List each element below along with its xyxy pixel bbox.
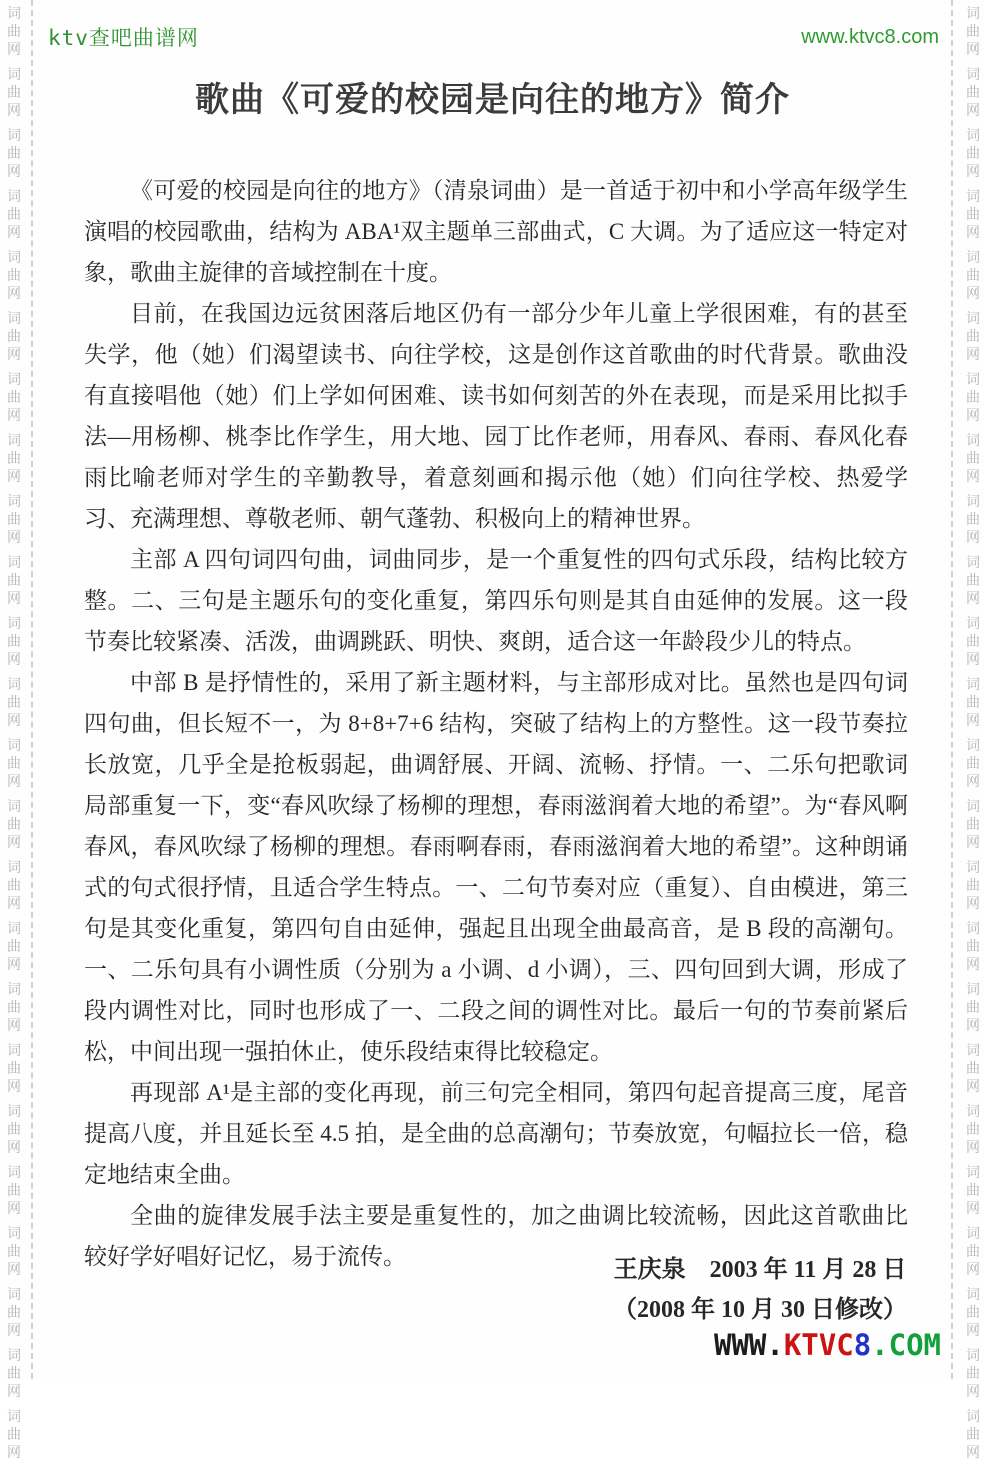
side-watermark-group: 词 曲 网 <box>7 371 21 423</box>
side-watermark-group: 词 曲 网 <box>966 1225 980 1277</box>
bottom-watermark-segment: KTVC <box>783 1328 854 1362</box>
side-watermark-group: 词 曲 网 <box>7 127 21 179</box>
side-watermark-group: 词 曲 网 <box>7 310 21 362</box>
side-watermark-group: 词 曲 网 <box>966 676 980 728</box>
side-watermark-group: 词 曲 网 <box>7 66 21 118</box>
bottom-watermark-segment: .COM <box>871 1328 941 1362</box>
side-watermark-group: 词 曲 网 <box>7 798 21 850</box>
side-watermark-group: 词 曲 网 <box>966 1042 980 1094</box>
side-watermark-group: 词 曲 网 <box>7 1042 21 1094</box>
header-site-watermark-right: www.ktvc8.com <box>801 26 939 48</box>
side-watermark-group: 词 曲 网 <box>966 1103 980 1155</box>
side-watermark-group: 词 曲 网 <box>7 188 21 240</box>
bottom-watermark-segment: WWW. <box>714 1328 784 1362</box>
side-watermark-group: 词 曲 网 <box>966 5 980 57</box>
side-watermark-group: 词 曲 网 <box>7 1347 21 1399</box>
paragraph: 《可爱的校园是向往的地方》（清泉词曲）是一首适于初中和小学高年级学生演唱的校园歌曲，结构为 ABA¹双主题单三部曲式，C 大调。为了适应这一特定对象，歌曲主旋律的音域控制在十度。 <box>84 178 908 285</box>
paragraph: 主部 A 四句词四句曲，词曲同步，是一个重复性的四句式乐段，结构比较方整。二、三句是主题乐句的变化重复，第四乐句则是其自由延伸的发展。这一段节奏比较紧凑、活泼，曲调跳跃、明快、爽朗，适合这一年龄段少儿的特点。 <box>84 547 908 654</box>
right-dashed-border <box>951 0 953 1379</box>
side-watermark-group: 词 曲 网 <box>966 920 980 972</box>
left-dashed-border <box>31 0 33 1379</box>
side-watermark-group: 词 曲 网 <box>7 1164 21 1216</box>
left-margin-watermark-column <box>3 6 25 1459</box>
side-watermark-group: 词 曲 网 <box>966 493 980 545</box>
side-watermark-group: 词 曲 网 <box>7 5 21 57</box>
signature-block <box>613 1250 907 1330</box>
header-site-watermark-left: ktv查吧曲谱网 <box>48 26 199 50</box>
side-watermark-group: 词 曲 网 <box>966 737 980 789</box>
side-watermark-group: 词 曲 网 <box>966 615 980 667</box>
paragraph: 再现部 A¹是主部的变化再现，前三句完全相同，第四句起音提高三度，尾音提高八度，并且延长至 4.5 拍，是全曲的总高潮句；节奏放宽，句幅拉长一倍，稳定地结束全曲。 <box>84 1080 908 1187</box>
side-watermark-group: 词 曲 网 <box>966 127 980 179</box>
side-watermark-group: 词 曲 网 <box>7 554 21 606</box>
side-watermark-group: 词 曲 网 <box>7 1225 21 1277</box>
side-watermark-group: 词 曲 网 <box>7 1408 21 1460</box>
side-watermark-group: 词 曲 网 <box>7 493 21 545</box>
side-watermark-group: 词 曲 网 <box>7 859 21 911</box>
signature-revision-date: （2008 年 10 月 30 日修改） <box>613 1297 907 1323</box>
side-watermark-group: 词 曲 网 <box>7 1286 21 1338</box>
side-watermark-group: 词 曲 网 <box>966 554 980 606</box>
side-watermark-group: 词 曲 网 <box>966 249 980 301</box>
side-watermark-group: 词 曲 网 <box>966 1164 980 1216</box>
side-watermark-group: 词 曲 网 <box>7 676 21 728</box>
side-watermark-group: 词 曲 网 <box>966 188 980 240</box>
document-body <box>84 170 908 1277</box>
side-watermark-group: 词 曲 网 <box>966 310 980 362</box>
side-watermark-group: 词 曲 网 <box>966 1347 980 1399</box>
side-watermark-group: 词 曲 网 <box>966 66 980 118</box>
side-watermark-group: 词 曲 网 <box>966 1286 980 1338</box>
side-watermark-group: 词 曲 网 <box>7 920 21 972</box>
side-watermark-group: 词 曲 网 <box>966 1408 980 1460</box>
side-watermark-group: 词 曲 网 <box>966 371 980 423</box>
document-title: 歌曲《可爱的校园是向往的地方》简介 <box>195 82 790 119</box>
side-watermark-group: 词 曲 网 <box>7 432 21 484</box>
paragraph: 全曲的旋律发展手法主要是重复性的，加之曲调比较流畅，因此这首歌曲比较好学好唱好记忆，易于流传。 <box>84 1203 908 1269</box>
side-watermark-group: 词 曲 网 <box>7 1103 21 1155</box>
side-watermark-group: 词 曲 网 <box>7 737 21 789</box>
side-watermark-group: 词 曲 网 <box>7 615 21 667</box>
bottom-watermark <box>714 1328 941 1362</box>
bottom-watermark-segment: 8 <box>853 1328 872 1362</box>
side-watermark-group: 词 曲 网 <box>966 798 980 850</box>
paragraph: 目前，在我国边远贫困落后地区仍有一部分少年儿童上学很困难，有的甚至失学，他（她）们渴望读书、向往学校，这是创作这首歌曲的时代背景。歌曲没有直接唱他（她）们上学如何困难、读书如何刻苦的外在表现，而是采用比拟手法—用杨柳、桃李比作学生，用大地、园丁比作老师，用春风、春雨、春风化春雨比喻老师对学生的辛勤教导，着意刻画和揭示他（她）们向往学校、热爱学习、充满理想、尊敬老师、朝气蓬勃、积极向上的精神世界。 <box>84 301 908 531</box>
side-watermark-group: 词 曲 网 <box>7 249 21 301</box>
side-watermark-group: 词 曲 网 <box>966 432 980 484</box>
side-watermark-group: 词 曲 网 <box>7 981 21 1033</box>
side-watermark-group: 词 曲 网 <box>966 981 980 1033</box>
right-margin-watermark-column <box>962 6 984 1459</box>
side-watermark-group: 词 曲 网 <box>966 859 980 911</box>
signature-author-date: 王庆泉 2003 年 11 月 28 日 <box>613 1257 907 1283</box>
paragraph: 中部 B 是抒情性的，采用了新主题材料，与主部形成对比。虽然也是四句词四句曲，但长短不一，为 8+8+7+6 结构，突破了结构上的方整性。这一段节奏拉长放宽，几乎全是抢板弱起，曲调舒展、开阔、流畅、抒情。一、二乐句把歌词局部重复一下，变“春风吹绿了杨柳的理想，春雨滋润着大地的希望”。为“春风啊春风，春风吹绿了杨柳的理想。春雨啊春雨，春雨滋润着大地的希望”。这种朗诵式的句式很抒情，且适合学生特点。一、二句节奏对应（重复）、自由模进，第三句是其变化重复，第四句自由延伸，强起且出现全曲最高音，是 B 段的高潮句。一、二乐句具有小调性质（分别为 a 小调、d 小调），三、四句回到大调，形成了段内调性对比，同时也形成了一、二段之间的调性对比。最后一句的节奏前紧后松，中间出现一强拍休止，使乐段结束得比较稳定。 <box>84 670 908 1064</box>
